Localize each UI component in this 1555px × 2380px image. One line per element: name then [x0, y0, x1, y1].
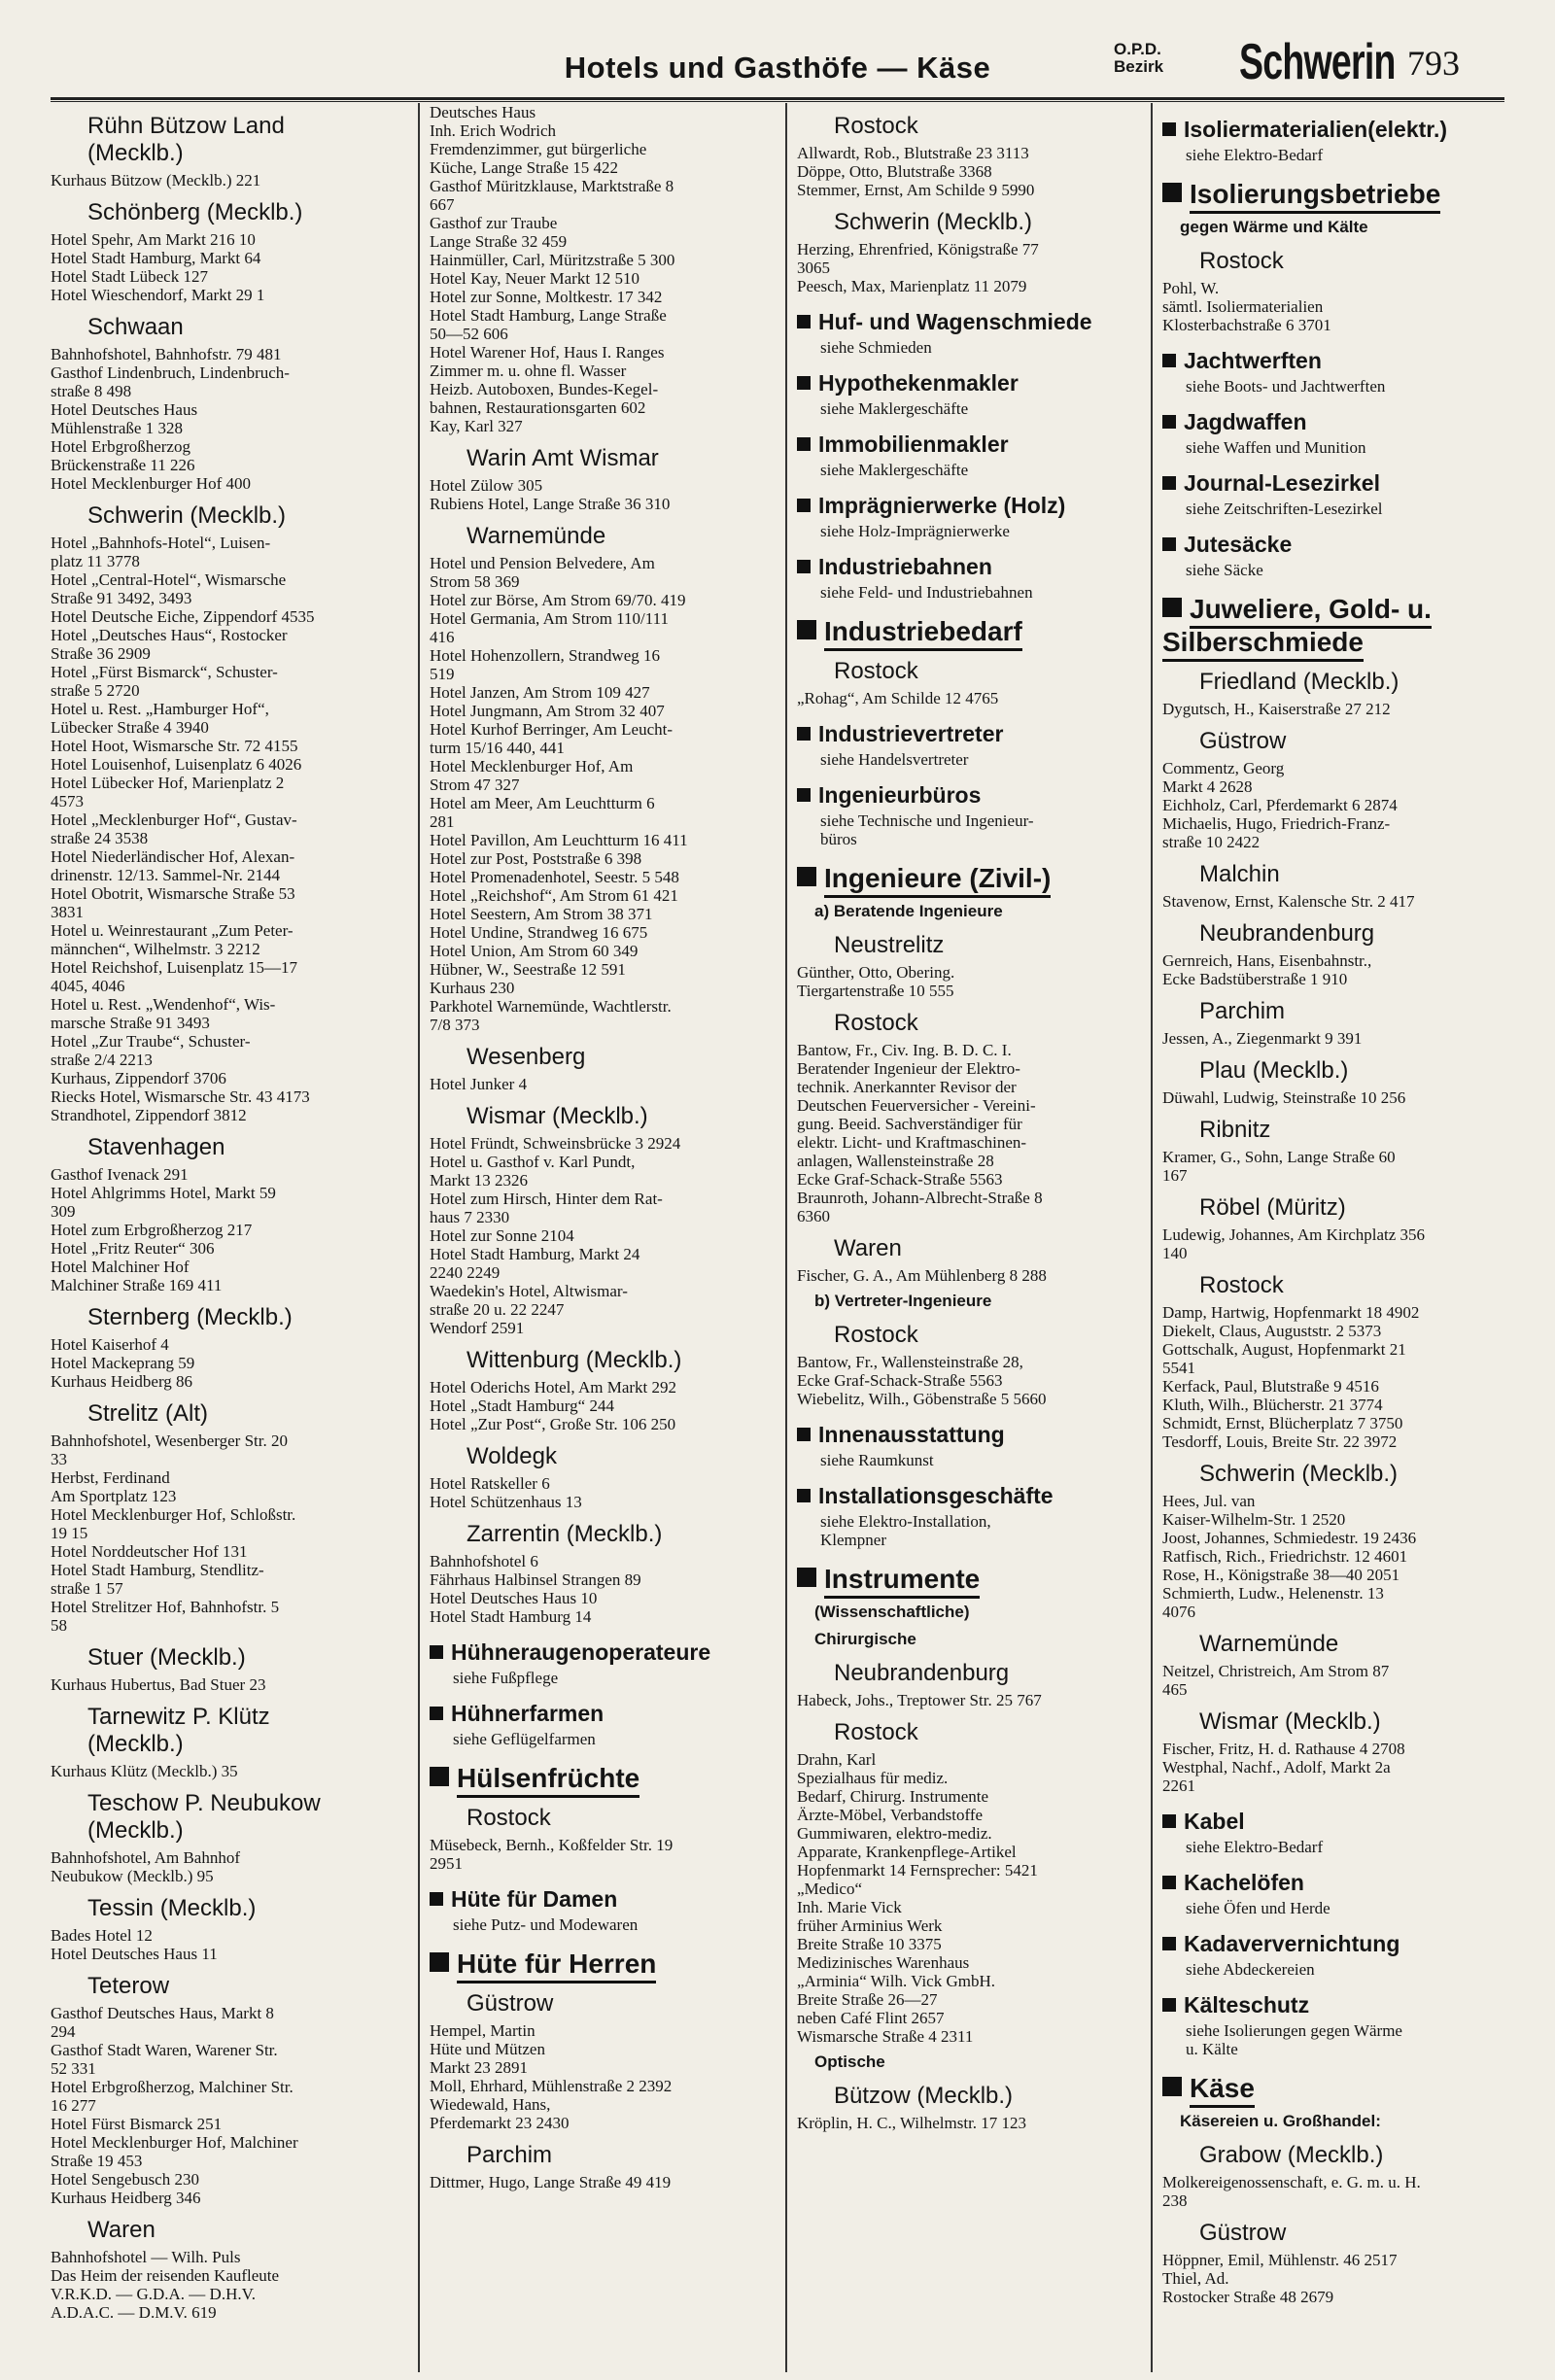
listing-entries: Bahnhofshotel, Bahnhofstr. 79 481 Gasthof Lindenbruch, Lindenbruch- straße 8 498 Hotel Deutsches Haus Mühlenstraße 1 328 Hotel Erbgroßherzog Brückenstraße 11 226 Hotel Mecklenburger Hof 400 [51, 345, 290, 493]
section-heading-text: Huf- und Wagenschmiede [818, 309, 1092, 334]
town-heading: Woldegk [466, 1443, 557, 1469]
town-heading: Wittenburg (Mecklb.) [466, 1347, 682, 1373]
listing-entries: Bantow, Fr., Civ. Ing. B. D. C. I. Beratender Ingenieur der Elektro- technik. Anerkannter Revisor der Deutschen Feuerversicher - Vereini- gung. Beeid. Sachverständiger für elektr. Licht- und Kraftmaschinen- anlagen, Wallensteinstraße 28 Ecke Graf-Schack-Straße 5563 Braunroth, Johann-Albrecht-Straße 8 6360 [797, 1041, 1043, 1225]
square-bullet-icon [797, 1489, 811, 1502]
cross-reference: siehe Maklergeschäfte [820, 399, 969, 418]
town-heading: Güstrow [466, 1990, 554, 2017]
square-bullet-icon [1162, 2077, 1182, 2096]
section-heading-text: Hüte für Herren [457, 1949, 656, 1983]
town-heading: Rühn Bützow Land (Mecklb.) [87, 113, 285, 166]
town-heading: Teschow P. Neubukow (Mecklb.) [87, 1790, 321, 1844]
cross-reference: siehe Raumkunst [820, 1451, 934, 1469]
subsection-heading: a) Beratende Ingenieure [814, 902, 1003, 920]
listing-entries: Hotel Spehr, Am Markt 216 10 Hotel Stadt Hamburg, Markt 64 Hotel Stadt Lübeck 127 Hotel Wieschendorf, Markt 29 1 [51, 230, 265, 304]
listing-entries: Hotel „Bahnhofs-Hotel“, Luisen- platz 11 3778 Hotel „Central-Hotel“, Wismarsche Straße 91 3492, 3493 Hotel Deutsche Eiche, Zippendorf 4535 Hotel „Deutsches Haus“, Rostocker Straße 36 2909 Hotel „Fürst Bismarck“, Schuster- straße 5 2720 Hotel u. Rest. „Hamburger Hof“, Lübecker Straße 4 3940 Hotel Hoot, Wismarsche Str. 72 4155 Hotel Louisenhof, Luisenplatz 6 4026 Hotel Lübecker Hof, Marienplatz 2 4573 Hotel „Mecklenburger Hof“, Gustav- straße 24 3538 Hotel Niederländischer Hof, Alexan- drinenstr. 12/13. Sammel-Nr. 2144 Hotel Obotrit, Wismarsche Straße 53 3831 Hotel u. Weinrestaurant „Zum Peter- männchen“, Wilhelmstr. 3 2212 Hotel Reichshof, Luisenplatz 15—17 4045, 4046 Hotel u. Rest. „Wendenhof“, Wis- marsche Straße 91 3493 Hotel „Zur Traube“, Schuster- straße 2/4 2213 Kurhaus, Zippendorf 3706 Riecks Hotel, Wismarsche Str. 43 4173 Strandhotel, Zippendorf 3812 [51, 534, 315, 1124]
section-heading [1162, 178, 1497, 211]
square-bullet-icon [1162, 598, 1182, 617]
listing-entries: Bahnhofshotel — Wilh. Puls Das Heim der reisenden Kaufleute V.R.K.D. — G.D.A. — D.H.V. A.D.A.C. — D.M.V. 619 [51, 2248, 280, 2322]
square-bullet-icon [1162, 122, 1176, 136]
listing-entries: Hotel und Pension Belvedere, Am Strom 58 369 Hotel zur Börse, Am Strom 69/70. 419 Hotel Germania, Am Strom 110/111 416 Hotel Hohenzollern, Strandweg 16 519 Hotel Janzen, Am Strom 109 427 Hotel Jungmann, Am Strom 32 407 Hotel Kurhof Berringer, Am Leucht- turm 15/16 440, 441 Hotel Mecklenburger Hof, Am Strom 47 327 Hotel am Meer, Am Leuchtturm 6 281 Hotel Pavillon, Am Leuchtturm 16 411 Hotel zur Post, Poststraße 6 398 Hotel Promenadenhotel, Seestr. 5 548 Hotel „Reichshof“, Am Strom 61 421 Hotel Seestern, Am Strom 38 371 Hotel Undine, Strandweg 16 675 Hotel Union, Am Strom 60 349 Hübner, W., Seestraße 12 591 Kurhaus 230 Parkhotel Warnemünde, Wachtlerstr. 7/8 373 [430, 554, 688, 1034]
section-heading-text: Kachelöfen [1184, 1870, 1304, 1895]
section-heading [797, 309, 1137, 334]
cross-reference: siehe Geflügelfarmen [453, 1730, 596, 1748]
section-heading-text: Industrievertreter [818, 721, 1004, 746]
town-heading: Wismar (Mecklb.) [1199, 1708, 1381, 1735]
section-heading [1162, 1809, 1497, 1834]
cross-reference: siehe Feld- und Industriebahnen [820, 583, 1033, 602]
town-heading: Schwaan [87, 314, 184, 340]
town-heading: Güstrow [1199, 2220, 1287, 2246]
section-heading-text: Journal-Lesezirkel [1184, 470, 1380, 496]
section-heading-text: Hüte für Damen [451, 1886, 618, 1912]
town-heading: Wismar (Mecklb.) [466, 1103, 648, 1129]
listing-entries: Ludewig, Johannes, Am Kirchplatz 356 140 [1162, 1225, 1426, 1262]
cross-reference: siehe Handelsvertreter [820, 750, 969, 769]
section-heading-text: Ingenieurbüros [818, 782, 982, 808]
section-heading [797, 782, 1137, 808]
section-heading-text: Käse [1190, 2073, 1255, 2108]
town-heading: Rostock [1199, 1272, 1284, 1298]
town-heading: Röbel (Müritz) [1199, 1194, 1346, 1221]
square-bullet-icon [430, 1952, 449, 1972]
cross-reference: siehe Holz-Imprägnierwerke [820, 522, 1010, 540]
town-heading: Rostock [834, 113, 918, 139]
square-bullet-icon [1162, 415, 1176, 429]
square-bullet-icon [797, 727, 811, 741]
square-bullet-icon [430, 1645, 443, 1659]
town-heading: Wesenberg [466, 1044, 586, 1070]
listing-entries: Hotel Fründt, Schweinsbrücke 3 2924 Hotel u. Gasthof v. Karl Pundt, Markt 13 2326 Hotel zum Hirsch, Hinter dem Rat- haus 7 2330 Hotel zur Sonne 2104 Hotel Stadt Hamburg, Markt 24 2240 2249 Waedekin's Hotel, Altwismar- straße 20 u. 22 2247 Wendorf 2591 [430, 1134, 681, 1337]
listing-entries: Jessen, A., Ziegenmarkt 9 391 [1162, 1029, 1363, 1048]
listing-entries: Dygutsch, H., Kaiserstraße 27 212 [1162, 700, 1391, 718]
square-bullet-icon [797, 437, 811, 451]
town-heading: Neubrandenburg [834, 1660, 1010, 1686]
town-heading: Rostock [834, 1322, 918, 1348]
square-bullet-icon [797, 1428, 811, 1441]
town-heading: Warin Amt Wismar [466, 445, 659, 471]
section-heading [1162, 1992, 1497, 2018]
square-bullet-icon [1162, 1814, 1176, 1828]
section-heading-text: Hülsenfrüchte [457, 1763, 639, 1798]
square-bullet-icon [1162, 183, 1182, 202]
section-heading-text: Hühneraugenoperateure [451, 1639, 711, 1665]
section-heading-text: Ingenieure (Zivil-) [824, 863, 1051, 898]
listing-entries: Gasthof Ivenack 291 Hotel Ahlgrimms Hotel, Markt 59 309 Hotel zum Erbgroßherzog 217 Hotel „Fritz Reuter“ 306 Hotel Malchiner Hof Malchiner Straße 169 411 [51, 1165, 276, 1294]
square-bullet-icon [430, 1892, 443, 1906]
page-title: Hotels und Gasthöfe — Käse [564, 51, 991, 85]
page-number: 793 [1407, 44, 1460, 83]
square-bullet-icon [797, 499, 811, 512]
section-heading-text: Kabel [1184, 1809, 1245, 1834]
column-3 [785, 103, 1145, 2372]
subsection-heading: gegen Wärme und Kälte [1180, 218, 1368, 236]
listing-entries: Hempel, Martin Hüte und Mützen Markt 23 2891 Moll, Ehrhard, Mühlenstraße 2 2392 Wiedewald, Hans, Pferdemarkt 23 2430 [430, 2021, 673, 2132]
section-heading [1162, 409, 1497, 434]
town-heading: Rostock [834, 1010, 918, 1036]
listing-entries: Pohl, W. sämtl. Isoliermaterialien Klosterbachstraße 6 3701 [1162, 279, 1331, 334]
subsection-heading: b) Vertreter-Ingenieure [814, 1292, 992, 1310]
section-heading-text: Imprägnierwerke (Holz) [818, 493, 1066, 518]
listing-entries: Hotel Junker 4 [430, 1075, 528, 1093]
opd-label: O.P.D. Bezirk [1114, 40, 1164, 76]
town-heading: Friedland (Mecklb.) [1199, 669, 1400, 695]
section-heading [1162, 1870, 1497, 1895]
section-heading [1162, 117, 1497, 142]
town-heading: Rostock [466, 1805, 551, 1831]
square-bullet-icon [1162, 1937, 1176, 1950]
town-heading: Warnemünde [466, 523, 606, 549]
section-heading [1162, 593, 1497, 659]
section-heading-text: Kälteschutz [1184, 1992, 1310, 2018]
town-heading: Rostock [834, 658, 918, 684]
town-heading: Sternberg (Mecklb.) [87, 1304, 293, 1330]
listing-entries: Hotel Zülow 305 Rubiens Hotel, Lange Straße 36 310 [430, 476, 671, 513]
square-bullet-icon [1162, 1876, 1176, 1889]
cross-reference: siehe Zeitschriften-Lesezirkel [1186, 500, 1383, 518]
square-bullet-icon [797, 315, 811, 328]
subsection-heading: Optische [814, 2052, 885, 2071]
town-heading: Tessin (Mecklb.) [87, 1895, 257, 1921]
section-heading [430, 1639, 772, 1665]
listing-entries: Allwardt, Rob., Blutstraße 23 3113 Döppe, Otto, Blutstraße 3368 Stemmer, Ernst, Am Schilde 9 5990 [797, 144, 1035, 199]
section-heading-text: Immobilienmakler [818, 431, 1009, 457]
section-heading-text: Juweliere, Gold- u. Silberschmiede [1162, 594, 1432, 662]
directory-columns [51, 103, 1504, 2372]
section-heading [797, 554, 1137, 579]
town-heading: Neubrandenburg [1199, 920, 1375, 947]
square-bullet-icon [797, 560, 811, 573]
section-heading [430, 1948, 772, 1981]
town-heading: Stavenhagen [87, 1134, 225, 1160]
town-heading: Parchim [1199, 998, 1286, 1024]
listing-entries: Fischer, Fritz, H. d. Rathause 4 2708 Westphal, Nachf., Adolf, Markt 2a 2261 [1162, 1740, 1405, 1795]
town-heading: Schwerin (Mecklb.) [834, 209, 1033, 235]
town-heading: Strelitz (Alt) [87, 1400, 209, 1427]
listing-entries: Herzing, Ehrenfried, Königstraße 77 3065 Peesch, Max, Marienplatz 11 2079 [797, 240, 1039, 295]
listing-entries: Deutsches Haus Inh. Erich Wodrich Fremdenzimmer, gut bürgerliche Küche, Lange Straße 15 422 Gasthof Müritzklause, Marktstraße 8 667 Gasthof zur Traube Lange Straße 32 459 Hainmüller, Carl, Müritzstraße 5 300 Hotel Kay, Neuer Markt 12 510 Hotel zur Sonne, Moltkestr. 17 342 Hotel Stadt Hamburg, Lange Straße 50—52 606 Hotel Warener Hof, Haus I. Ranges Zimmer m. u. ohne fl. Wasser Heizb. Autoboxen, Bundes-Kegel- bahnen, Restaurationsgarten 602 Kay, Karl 327 [430, 103, 675, 435]
section-heading [430, 1886, 772, 1912]
header-rule [51, 97, 1504, 100]
cross-reference: siehe Waffen und Munition [1186, 438, 1366, 457]
section-heading-text: Isoliermaterialien(elektr.) [1184, 117, 1448, 142]
section-heading-text: Innenausstattung [818, 1422, 1005, 1447]
listing-entries: Stavenow, Ernst, Kalensche Str. 2 417 [1162, 892, 1415, 911]
square-bullet-icon [1162, 537, 1176, 551]
cross-reference: siehe Öfen und Herde [1186, 1899, 1330, 1917]
listing-entries: Bades Hotel 12 Hotel Deutsches Haus 11 [51, 1926, 218, 1963]
listing-entries: Kurhaus Hubertus, Bad Stuer 23 [51, 1675, 266, 1694]
listing-entries: Commentz, Georg Markt 4 2628 Eichholz, Carl, Pferdemarkt 6 2874 Michaelis, Hugo, Friedrich-Franz- straße 10 2422 [1162, 759, 1398, 851]
section-heading-text: Instrumente [824, 1564, 980, 1599]
town-heading: Waren [834, 1235, 902, 1261]
section-heading [1162, 1931, 1497, 1956]
listing-entries: Neitzel, Christreich, Am Strom 87 465 [1162, 1662, 1390, 1699]
section-heading-text: Jagdwaffen [1184, 409, 1307, 434]
section-heading [1162, 2072, 1497, 2105]
listing-entries: Bahnhofshotel, Wesenberger Str. 20 33 Herbst, Ferdinand Am Sportplatz 123 Hotel Mecklenburger Hof, Schloßstr. 19 15 Hotel Norddeutscher Hof 131 Hotel Stadt Hamburg, Stendlitz- straße 1 57 Hotel Strelitzer Hof, Bahnhofstr. 5 58 [51, 1431, 296, 1635]
section-heading-text: Jutesäcke [1184, 532, 1293, 557]
listing-entries: Gasthof Deutsches Haus, Markt 8 294 Gasthof Stadt Waren, Warener Str. 52 331 Hotel Erbgroßherzog, Malchiner Str. 16 277 Hotel Fürst Bismarck 251 Hotel Mecklenburger Hof, Malchiner Straße 19 453 Hotel Sengebusch 230 Kurhaus Heidberg 346 [51, 2004, 298, 2207]
section-heading [1162, 532, 1497, 557]
town-heading: Grabow (Mecklb.) [1199, 2142, 1384, 2168]
listing-entries: Damp, Hartwig, Hopfenmarkt 18 4902 Diekelt, Claus, Auguststr. 2 5373 Gottschalk, August, Hopfenmarkt 21 5541 Kerfack, Paul, Blutstraße 9 4516 Kluth, Wilh., Blücherstr. 21 3774 Schmidt, Ernst, Blücherplatz 7 3750 Tesdorff, Louis, Breite Str. 22 3972 [1162, 1303, 1420, 1451]
town-heading: Stuer (Mecklb.) [87, 1644, 246, 1671]
column-4 [1151, 103, 1504, 2372]
town-heading: Parchim [466, 2142, 553, 2168]
town-heading: Rostock [834, 1719, 918, 1745]
listing-entries: Günther, Otto, Obering. Tiergartenstraße 10 555 [797, 963, 955, 1000]
cross-reference: siehe Säcke [1186, 561, 1263, 579]
section-heading [797, 431, 1137, 457]
town-heading: Schwerin (Mecklb.) [87, 502, 287, 529]
listing-entries: Bahnhofshotel, Am Bahnhof Neubukow (Mecklb.) 95 [51, 1848, 241, 1885]
listing-entries: Kröplin, H. C., Wilhelmstr. 17 123 [797, 2114, 1027, 2132]
town-heading: Zarrentin (Mecklb.) [466, 1521, 663, 1547]
section-heading-text: Hühnerfarmen [451, 1701, 605, 1726]
section-heading-text: Hypothekenmakler [818, 370, 1019, 396]
listing-entries: „Rohag“, Am Schilde 12 4765 [797, 689, 999, 707]
town-heading: Ribnitz [1199, 1117, 1271, 1143]
town-heading: Neustrelitz [834, 932, 945, 958]
cross-reference: siehe Technische und Ingenieur- büros [820, 811, 1034, 848]
section-heading-text: Kadaververnichtung [1184, 1931, 1400, 1956]
town-heading: Schwerin (Mecklb.) [1199, 1461, 1399, 1487]
section-heading [430, 1701, 772, 1726]
section-heading [797, 370, 1137, 396]
subsection-heading: Käsereien u. Großhandel: [1180, 2112, 1381, 2130]
section-heading [797, 1422, 1137, 1447]
district-city: Schwerin [1239, 34, 1396, 90]
square-bullet-icon [797, 867, 816, 886]
listing-entries: Bantow, Fr., Wallensteinstraße 28, Ecke Graf-Schack-Straße 5563 Wiebelitz, Wilh., Göbenstraße 5 5660 [797, 1353, 1047, 1408]
square-bullet-icon [797, 1568, 816, 1587]
town-heading: Schönberg (Mecklb.) [87, 199, 303, 225]
listing-entries: Höppner, Emil, Mühlenstr. 46 2517 Thiel, Ad. Rostocker Straße 48 2679 [1162, 2251, 1398, 2306]
town-heading: Warnemünde [1199, 1631, 1339, 1657]
square-bullet-icon [797, 788, 811, 802]
section-heading [797, 862, 1137, 895]
cross-reference: siehe Abdeckereien [1186, 1960, 1315, 1979]
square-bullet-icon [430, 1707, 443, 1720]
listing-entries: Gernreich, Hans, Eisenbahnstr., Ecke Badstüberstraße 1 910 [1162, 951, 1372, 988]
section-heading [797, 1563, 1137, 1596]
listing-entries: Habeck, Johs., Treptower Str. 25 767 [797, 1691, 1042, 1709]
section-heading [1162, 470, 1497, 496]
listing-entries: Dittmer, Hugo, Lange Straße 49 419 [430, 2173, 672, 2191]
section-heading-text: Jachtwerften [1184, 348, 1322, 373]
subsection-heading: (Wissenschaftliche) [814, 1603, 970, 1621]
square-bullet-icon [1162, 1998, 1176, 2012]
town-heading: Malchin [1199, 861, 1280, 887]
town-heading: Güstrow [1199, 728, 1287, 754]
section-heading [430, 1762, 772, 1795]
listing-entries: Kramer, G., Sohn, Lange Straße 60 167 [1162, 1148, 1396, 1185]
cross-reference: siehe Schmieden [820, 338, 932, 357]
column-1 [51, 103, 412, 2372]
page-header [0, 0, 1555, 97]
subsection-heading: Chirurgische [814, 1630, 916, 1648]
listing-entries: Kurhaus Klütz (Mecklb.) 35 [51, 1762, 238, 1780]
town-heading: Waren [87, 2217, 156, 2243]
listing-entries: Müsebeck, Bernh., Koßfelder Str. 19 2951 [430, 1836, 674, 1873]
listing-entries: Hotel Oderichs Hotel, Am Markt 292 Hotel „Stadt Hamburg“ 244 Hotel „Zur Post“, Große Str. 106 250 [430, 1378, 677, 1433]
square-bullet-icon [797, 376, 811, 390]
listing-entries: Drahn, Karl Spezialhaus für mediz. Bedarf, Chirurg. Instrumente Ärzte-Möbel, Verbandstoffe Gummiwaren, elektro-mediz. Apparate, Krankenpflege-Artikel Hopfenmarkt 14 Fernsprecher: 5421 „Medico“ Inh. Marie Vick früher Arminius Werk Breite Straße 10 3375 Medizinisches Warenhaus „Arminia“ Wilh. Vick GmbH. Breite Straße 26—27 neben Café Flint 2657 Wismarsche Straße 4 2311 [797, 1750, 1038, 2046]
listing-entries: Molkereigenossenschaft, e. G. m. u. H. 238 [1162, 2173, 1421, 2210]
cross-reference: siehe Maklergeschäfte [820, 461, 969, 479]
cross-reference: siehe Fußpflege [453, 1669, 559, 1687]
town-heading: Rostock [1199, 248, 1284, 274]
section-heading [797, 1483, 1137, 1508]
listing-entries: Fischer, G. A., Am Mühlenberg 8 288 [797, 1266, 1047, 1285]
cross-reference: siehe Isolierungen gegen Wärme u. Kälte [1186, 2021, 1402, 2058]
section-heading [797, 493, 1137, 518]
square-bullet-icon [1162, 476, 1176, 490]
cross-reference: siehe Elektro-Bedarf [1186, 146, 1324, 164]
listing-entries: Düwahl, Ludwig, Steinstraße 10 256 [1162, 1088, 1406, 1107]
town-heading: Plau (Mecklb.) [1199, 1057, 1349, 1084]
listing-entries: Bahnhofshotel 6 Fährhaus Halbinsel Strangen 89 Hotel Deutsches Haus 10 Hotel Stadt Hamburg 14 [430, 1552, 641, 1626]
header-rule-thin [51, 101, 1504, 102]
town-heading: Teterow [87, 1973, 170, 1999]
town-heading: Tarnewitz P. Klütz (Mecklb.) [87, 1704, 270, 1757]
square-bullet-icon [797, 620, 816, 639]
square-bullet-icon [1162, 354, 1176, 367]
section-heading-text: Installationsgeschäfte [818, 1483, 1054, 1508]
cross-reference: siehe Elektro-Bedarf [1186, 1838, 1324, 1856]
listing-entries: Kurhaus Bützow (Mecklb.) 221 [51, 171, 261, 190]
town-heading: Bützow (Mecklb.) [834, 2083, 1014, 2109]
cross-reference: siehe Putz- und Modewaren [453, 1915, 639, 1934]
square-bullet-icon [430, 1767, 449, 1786]
section-heading [797, 615, 1137, 648]
cross-reference: siehe Boots- und Jachtwerften [1186, 377, 1386, 396]
listing-entries: Hotel Ratskeller 6 Hotel Schützenhaus 13 [430, 1474, 582, 1511]
section-heading-text: Industriebedarf [824, 616, 1022, 651]
column-2 [418, 103, 779, 2372]
listing-entries: Hotel Kaiserhof 4 Hotel Mackeprang 59 Kurhaus Heidberg 86 [51, 1335, 195, 1391]
section-heading-text: Industriebahnen [818, 554, 992, 579]
section-heading [797, 721, 1137, 746]
section-heading [1162, 348, 1497, 373]
section-heading-text: Isolierungsbetriebe [1190, 179, 1440, 214]
cross-reference: siehe Elektro-Installation, Klempner [820, 1512, 991, 1549]
listing-entries: Hees, Jul. van Kaiser-Wilhelm-Str. 1 2520 Joost, Johannes, Schmiedestr. 19 2436 Ratfisch, Rich., Friedrichstr. 12 4601 Rose, H., Königstraße 38—40 2051 Schmierth, Ludw., Helenenstr. 13 4076 [1162, 1492, 1417, 1621]
